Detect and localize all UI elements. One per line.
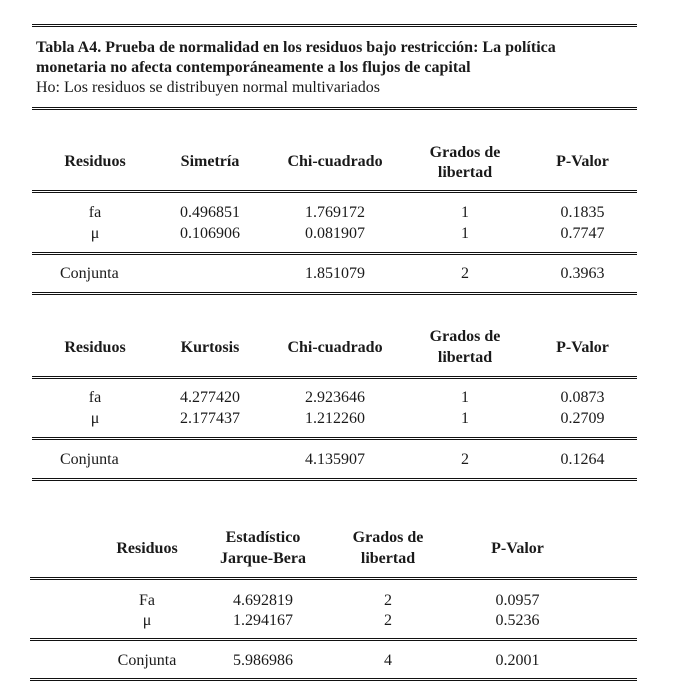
jb-cell: 4.692819 <box>233 592 293 609</box>
table-caption <box>36 38 646 98</box>
residuo-cell: fa <box>88 204 102 221</box>
residuo-cell: μ <box>142 612 152 629</box>
header-simetria: Simetría <box>180 153 240 170</box>
header-residuos: Residuos <box>64 153 126 170</box>
joint-label: Conjunta <box>60 265 119 282</box>
joint-gl: 2 <box>461 265 469 282</box>
gl-cell: 1 <box>461 389 469 406</box>
header-residuos: Residuos <box>116 540 178 557</box>
gl-cell: 1 <box>461 204 469 221</box>
header-chi-cuadrado: Chi-cuadrado <box>287 153 383 170</box>
bottom-rule <box>32 478 637 481</box>
header-grados-line1: Grados de <box>352 529 424 546</box>
joint-p: 0.2001 <box>495 652 540 669</box>
joint-gl: 4 <box>384 652 392 669</box>
p-cell: 0.5236 <box>495 612 540 629</box>
caption-title-line2: monetaria no afecta contemporáneamente a los flujos de capital <box>36 59 471 76</box>
header-grados-line2: libertad <box>360 550 416 567</box>
residuo-cell: μ <box>90 410 100 427</box>
jb-cell: 1.294167 <box>233 612 293 629</box>
gl-cell: 1 <box>461 225 469 242</box>
header-p-valor: P-Valor <box>556 339 609 356</box>
header-grados-line2: libertad <box>437 164 493 181</box>
joint-gl: 2 <box>461 451 469 468</box>
header-grados-line1: Grados de <box>429 144 501 161</box>
caption-rule <box>32 107 637 110</box>
header-p-valor: P-Valor <box>556 153 609 170</box>
gl-cell: 2 <box>384 592 392 609</box>
residuo-cell: Fa <box>139 592 155 609</box>
caption-subtitle: Ho: Los residuos se distribuyen normal multivariados <box>36 79 380 96</box>
gl-cell: 1 <box>461 410 469 427</box>
p-cell: 0.0957 <box>495 592 540 609</box>
header-grados-line2: libertad <box>437 349 493 366</box>
joint-chi: 1.851079 <box>305 265 365 282</box>
header-rule <box>32 376 637 379</box>
kurtosis-cell: 4.277420 <box>180 389 240 406</box>
top-rule <box>32 24 637 27</box>
joint-p: 0.3963 <box>560 265 605 282</box>
kurtosis-cell: 2.177437 <box>180 410 240 427</box>
header-residuos: Residuos <box>64 339 126 356</box>
residuo-cell: fa <box>88 389 102 406</box>
bottom-rule <box>30 678 637 681</box>
chi-cell: 1.769172 <box>305 204 365 221</box>
gl-cell: 2 <box>384 612 392 629</box>
header-estadistico-line1: Estadístico <box>225 529 301 546</box>
joint-chi: 4.135907 <box>305 451 365 468</box>
caption-title-line1: Tabla A4. Prueba de normalidad en los residuos bajo restricción: La política <box>36 39 556 56</box>
joint-p: 0.1264 <box>560 451 605 468</box>
joint-label: Conjunta <box>117 652 177 669</box>
header-chi-cuadrado: Chi-cuadrado <box>287 339 383 356</box>
header-estadistico-line2: Jarque-Bera <box>220 550 306 567</box>
p-cell: 0.1835 <box>560 204 605 221</box>
p-cell: 0.7747 <box>560 225 605 242</box>
chi-cell: 1.212260 <box>305 410 365 427</box>
body-rule <box>30 638 637 641</box>
residuo-cell: μ <box>90 225 100 242</box>
header-grados-line1: Grados de <box>429 328 501 345</box>
p-cell: 0.2709 <box>560 410 605 427</box>
header-rule <box>30 577 637 580</box>
chi-cell: 0.081907 <box>305 225 365 242</box>
joint-label: Conjunta <box>60 451 119 468</box>
p-cell: 0.0873 <box>560 389 605 406</box>
header-kurtosis: Kurtosis <box>180 339 240 356</box>
chi-cell: 2.923646 <box>305 389 365 406</box>
joint-jb: 5.986986 <box>233 652 293 669</box>
bottom-rule <box>32 292 637 295</box>
header-rule <box>32 190 637 193</box>
simetria-cell: 0.106906 <box>180 225 240 242</box>
simetria-cell: 0.496851 <box>180 204 240 221</box>
header-p-valor: P-Valor <box>491 540 544 557</box>
body-rule <box>32 252 637 255</box>
body-rule <box>32 437 637 440</box>
